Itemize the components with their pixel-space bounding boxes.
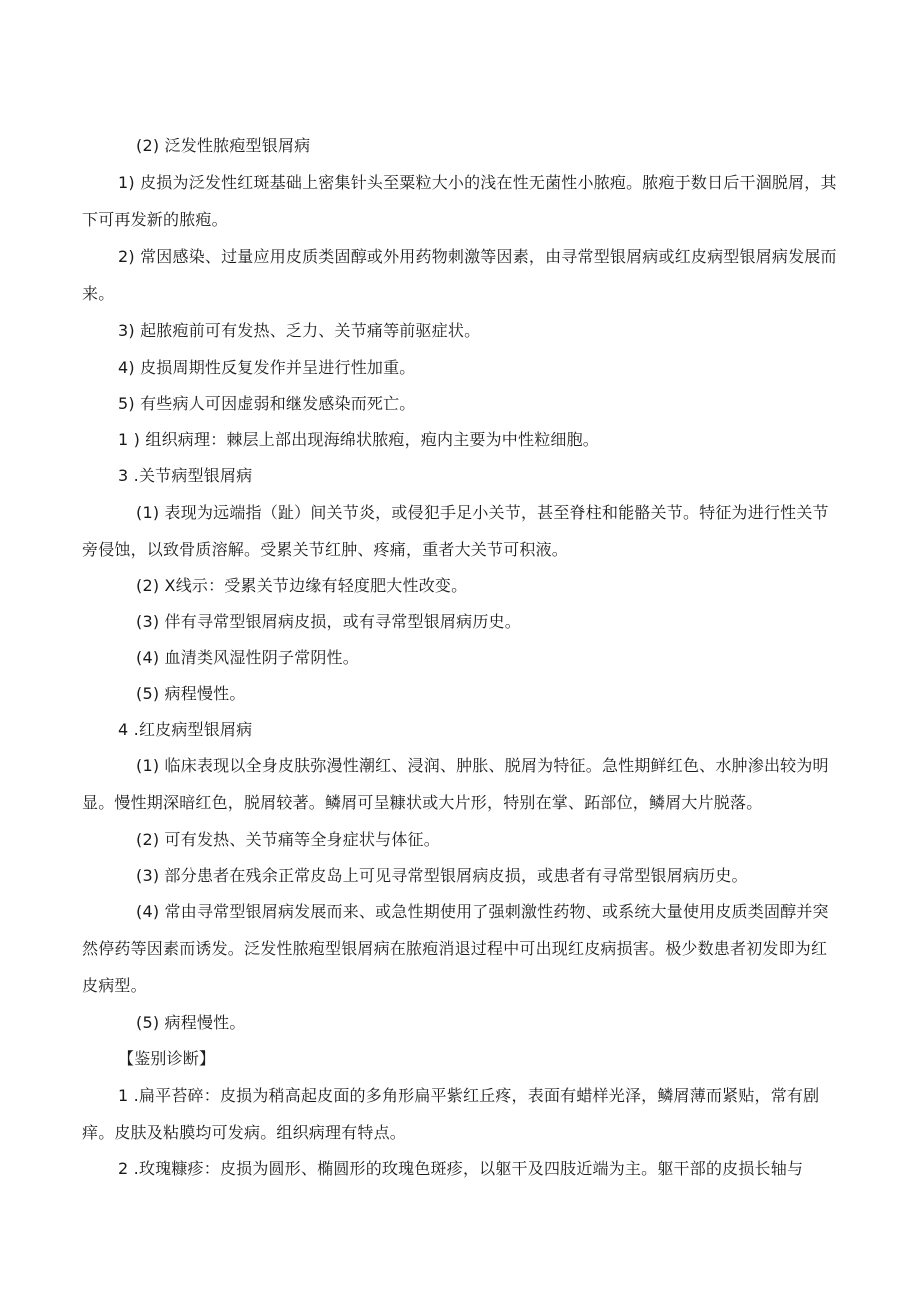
- paragraph-item: (4) 常由寻常型银屑病发展而来、或急性期使用了强刺激性药物、或系统大量使用皮质类固醇并突然停药等因素而诱发。泛发性脓疱型银屑病在脓疱消退过程中可出现红皮病损害。极少数患者初发即为红皮病型。: [82, 902, 829, 995]
- paragraph-item: (3) 部分患者在残余正常皮岛上可见寻常型银屑病皮损，或患者有寻常型银屑病历史。: [136, 866, 748, 885]
- paragraph-item: (1) 表现为远端指（趾）间关节炎，或侵犯手足小关节，甚至脊柱和能骼关节。特征为进行性关节旁侵蚀，以致骨质溶解。受累关节红肿、疼痛，重者大关节可积液。: [82, 503, 829, 559]
- paragraph-item: (2) X线示：受累关节边缘有轻度肥大性改变。: [136, 576, 468, 595]
- paragraph-item: 2) 常因感染、过量应用皮质类固醇或外用药物刺激等因素，由寻常型银屑病或红皮病型银屑病发展而来。: [82, 247, 837, 303]
- paragraph-item: (4) 血清类风湿性阴子常阴性。: [136, 648, 359, 667]
- paragraph-item: (3) 伴有寻常型银屑病皮损，或有寻常型银屑病历史。: [136, 612, 521, 631]
- subheading-pustular: (2) 泛发性脓疱型银屑病: [136, 136, 311, 155]
- paragraph-item: (2) 可有发热、关节痛等全身症状与体征。: [136, 830, 440, 849]
- paragraph-item: (5) 病程慢性。: [136, 1013, 246, 1032]
- paragraph-item: 3) 起脓疱前可有发热、乏力、关节痛等前驱症状。: [118, 321, 481, 340]
- paragraph-item: 1 .扁平苔碎：皮损为稍高起皮面的多角形扁平紫红丘疼，表面有蜡样光泽，鳞屑薄而紧贴，常有剧痒。皮肤及粘膜均可发病。组织病理有特点。: [82, 1086, 820, 1142]
- section-heading-arthropathic: 3 .关节病型银屑病: [118, 466, 253, 485]
- section-heading-erythrodermic: 4 .红皮病型银屑病: [118, 720, 253, 739]
- paragraph-item: 2 .玫瑰糠疹：皮损为圆形、椭圆形的玫瑰色斑疹，以躯干及四肢近端为主。躯干部的皮损长轴与: [118, 1159, 804, 1178]
- paragraph-item: 5) 有些病人可因虚弱和继发感染而死亡。: [118, 394, 416, 413]
- paragraph-item: 4) 皮损周期性反复发作并呈进行性加重。: [118, 358, 416, 377]
- paragraph-item: (5) 病程慢性。: [136, 684, 246, 703]
- paragraph-item: 1) 皮损为泛发性红斑基础上密集针头至粟粒大小的浅在性无菌性小脓疱。脓疱于数日后干涸脱屑，其下可再发新的脓疱。: [82, 173, 837, 229]
- paragraph-item: (1) 临床表现以全身皮肤弥漫性潮红、浸润、肿胀、脱屑为特征。急性期鲜红色、水肿渗出较为明显。慢性期深暗红色，脱屑较著。鳞屑可呈糠状或大片形，特别在掌、跖部位，鳞屑大片脱落。: [82, 756, 829, 812]
- paragraph-item: 1 ) 组织病理：棘层上部出现海绵状脓疱，疱内主要为中性粒细胞。: [118, 430, 599, 449]
- section-heading-differential-diagnosis: 【鉴别诊断】: [118, 1049, 216, 1068]
